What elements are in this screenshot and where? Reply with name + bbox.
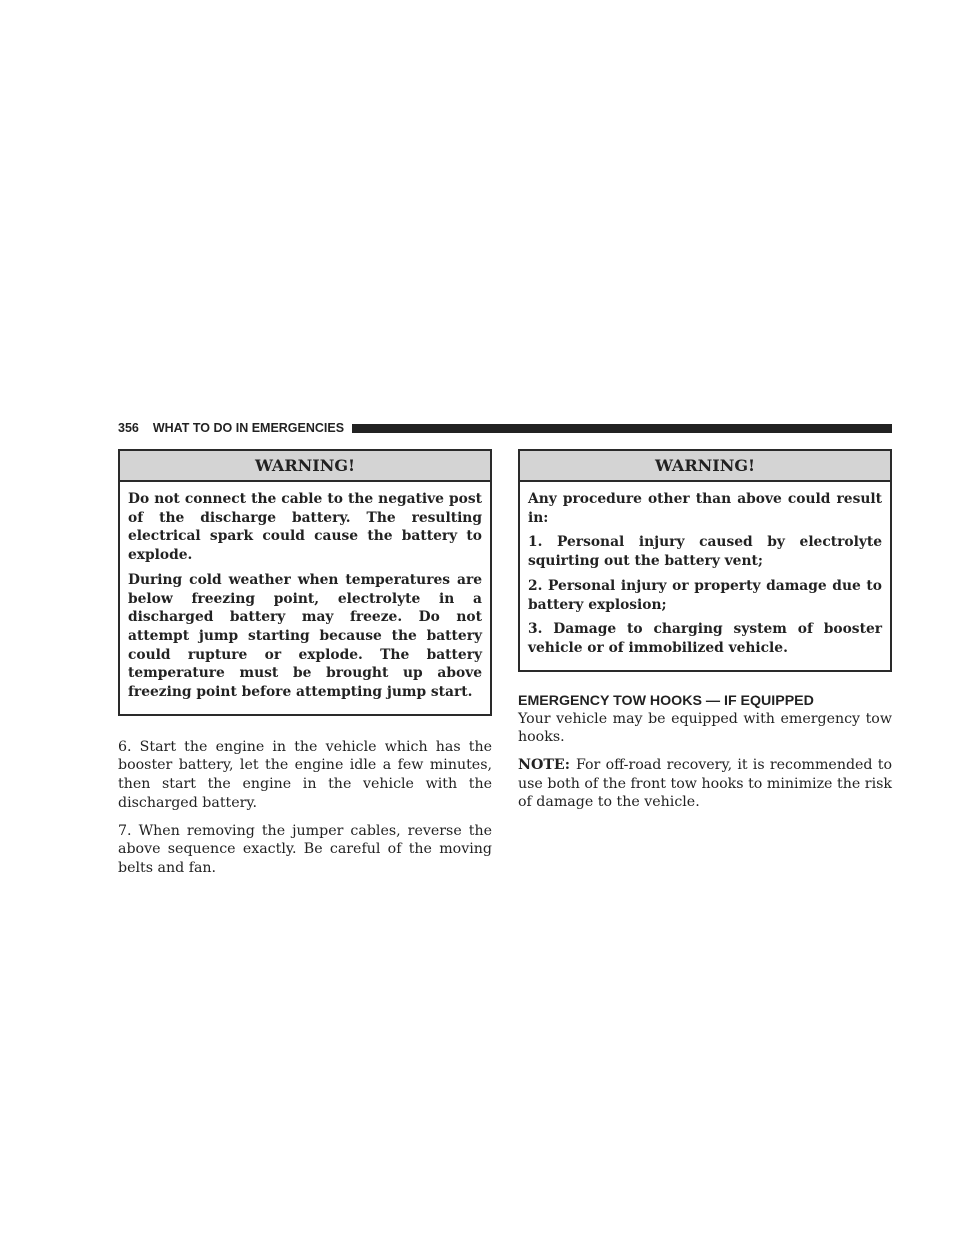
page-header — [118, 418, 892, 438]
warning-item: 3. Damage to charging system of booster vehicle or of immobilized vehicle. — [528, 621, 882, 656]
step-6: 6. Start the engine in the vehicle which has the booster battery, let the engine idle a few minutes, then start the engine in the vehicle with the discharged battery. — [118, 738, 492, 811]
warning-paragraph: During cold weather when temperatures are below freezing point, electrolyte in a discharged battery may freeze. Do not attempt jump starting because the battery could rupture or explode. The battery temperature must be brought up above freezing point before attempting jump start. — [128, 571, 482, 701]
warning-body — [120, 482, 490, 714]
step-7: 7. When removing the jumper cables, reverse the above sequence exactly. Be careful of the moving belts and fan. — [118, 822, 492, 876]
section-heading-tow-hooks: EMERGENCY TOW HOOKS — IF EQUIPPED — [518, 692, 814, 709]
left-column — [118, 449, 492, 887]
page-number: 356 — [118, 421, 139, 435]
warning-body — [520, 482, 890, 670]
note-text: For off-road recovery, it is recommended to use both of the front tow hooks to minimize the risk of damage to the vehicle. — [518, 757, 892, 811]
warning-item: 2. Personal injury or property damage due to battery explosion; — [528, 577, 882, 613]
note-paragraph — [518, 756, 892, 812]
warning-box-battery — [118, 449, 492, 716]
warning-title: WARNING! — [520, 451, 890, 482]
warning-paragraph: Any procedure other than above could result in: — [528, 491, 882, 526]
section-title: WHAT TO DO IN EMERGENCIES — [152, 421, 345, 435]
note-label: NOTE: — [518, 757, 570, 774]
right-column — [518, 449, 892, 821]
tow-hooks-intro: Your vehicle may be equipped with emergency tow hooks. — [518, 710, 892, 746]
warning-box-procedure — [518, 449, 892, 672]
warning-paragraph: Do not connect the cable to the negative post of the discharge battery. The resulting electrical spark could cause the battery to explode. — [128, 491, 482, 564]
warning-item: 1. Personal injury caused by electrolyte squirting out the battery vent; — [528, 534, 882, 570]
header-rule — [352, 424, 892, 433]
warning-title: WARNING! — [120, 451, 490, 482]
